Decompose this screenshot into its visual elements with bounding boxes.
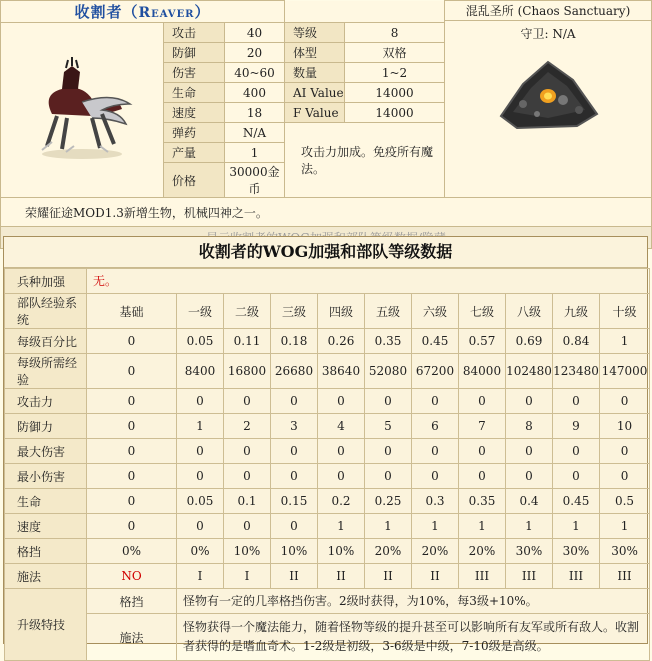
stat-label: 攻击	[164, 23, 225, 43]
stat-label: 等级	[285, 23, 345, 43]
table-cell: 52080	[365, 354, 412, 389]
table-cell: 38640	[318, 354, 365, 389]
stat-label: 数量	[285, 63, 345, 83]
stat-value: 双格	[345, 43, 445, 63]
dwelling-icon	[493, 54, 603, 134]
table-cell: 0	[600, 389, 650, 414]
table-cell: 0	[224, 514, 271, 539]
table-cell: 0.45	[412, 329, 459, 354]
creature-title: 收割者（Reaver）	[1, 1, 285, 23]
table-cell: 0.2	[318, 489, 365, 514]
table-cell: 0	[506, 389, 553, 414]
table-cell: NO	[87, 564, 177, 589]
table-row	[5, 514, 650, 539]
price-value: 30000金币	[225, 163, 285, 198]
table-cell: 123480	[553, 354, 600, 389]
header-cell: 一级	[177, 294, 224, 329]
table-row	[5, 354, 650, 389]
table-cell: 30%	[600, 539, 650, 564]
stat-label: AI Value	[285, 83, 345, 103]
stat-value: 40	[225, 23, 285, 43]
table-cell: 0	[553, 464, 600, 489]
ability-description: 攻击力加成。免疫所有魔法。	[285, 123, 445, 198]
table-cell: 10%	[224, 539, 271, 564]
stat-label: F Value	[285, 103, 345, 123]
table-cell: 67200	[412, 354, 459, 389]
table-row	[5, 439, 650, 464]
table-cell: 0.45	[553, 489, 600, 514]
stat-label: 防御	[164, 43, 225, 63]
table-cell: 0	[87, 514, 177, 539]
table-cell: 0	[412, 389, 459, 414]
table-cell: 0.15	[271, 489, 318, 514]
table-cell: 0.18	[271, 329, 318, 354]
skill-description: 怪物有一定的几率格挡伤害。2级时获得，为10%，每3级+10%。	[177, 589, 650, 614]
skill-name: 施法	[87, 614, 177, 661]
table-cell: 0	[600, 464, 650, 489]
creature-name-cn: 收割者	[74, 3, 123, 21]
table-cell: 0	[177, 464, 224, 489]
table-cell: 0	[318, 389, 365, 414]
stat-label: 生命	[164, 83, 225, 103]
table-cell: 0	[87, 464, 177, 489]
table-cell: II	[318, 564, 365, 589]
enhance-value: 无。	[87, 269, 650, 294]
table-cell: 0%	[87, 539, 177, 564]
table-cell: 0	[224, 439, 271, 464]
table-row	[5, 414, 650, 439]
table-cell: 147000	[600, 354, 650, 389]
table-cell: III	[600, 564, 650, 589]
table-cell: 0	[87, 414, 177, 439]
table-cell: 0	[271, 514, 318, 539]
table-cell: 0.26	[318, 329, 365, 354]
table-cell: 1	[459, 514, 506, 539]
table-cell: 1	[506, 514, 553, 539]
table-cell: 3	[271, 414, 318, 439]
table-cell: 0.3	[412, 489, 459, 514]
wog-data-rows	[5, 329, 650, 589]
skill-name: 格挡	[87, 589, 177, 614]
table-cell: 5	[365, 414, 412, 439]
stat-value: 400	[225, 83, 285, 103]
table-cell: 1	[600, 329, 650, 354]
table-row	[5, 389, 650, 414]
table-cell: 0	[506, 439, 553, 464]
wog-table	[4, 268, 650, 661]
upgrade-label: 升级特技	[5, 589, 87, 661]
table-cell: 0	[87, 489, 177, 514]
table-cell: III	[459, 564, 506, 589]
table-cell: 0.05	[177, 329, 224, 354]
stat-value: 20	[225, 43, 285, 63]
table-cell: 0.57	[459, 329, 506, 354]
table-cell: 0	[177, 514, 224, 539]
table-cell: 0	[600, 439, 650, 464]
table-cell: 0	[177, 389, 224, 414]
table-cell: 10%	[271, 539, 318, 564]
table-cell: 1	[412, 514, 459, 539]
table-cell: 0.35	[459, 489, 506, 514]
header-cell: 七级	[459, 294, 506, 329]
table-cell: II	[271, 564, 318, 589]
reaver-icon	[22, 54, 142, 164]
table-cell: 0	[459, 389, 506, 414]
ammo-value: N/A	[225, 123, 285, 143]
header-cell: 五级	[365, 294, 412, 329]
guard-info: 守卫: N/A	[520, 26, 576, 41]
table-cell: 84000	[459, 354, 506, 389]
row-label: 施法	[5, 564, 87, 589]
table-cell: 0	[177, 439, 224, 464]
table-cell: I	[224, 564, 271, 589]
stat-label: 速度	[164, 103, 225, 123]
table-cell: 6	[412, 414, 459, 439]
table-cell: 10%	[318, 539, 365, 564]
row-label: 最大伤害	[5, 439, 87, 464]
table-cell: 2	[224, 414, 271, 439]
table-cell: 1	[318, 514, 365, 539]
table-cell: 20%	[365, 539, 412, 564]
header-cell: 六级	[412, 294, 459, 329]
table-cell: 26680	[271, 354, 318, 389]
stat-value: 18	[225, 103, 285, 123]
table-cell: 0.25	[365, 489, 412, 514]
table-cell: 10	[600, 414, 650, 439]
stat-value: 14000	[345, 103, 445, 123]
table-cell: 0.05	[177, 489, 224, 514]
table-cell: 9	[553, 414, 600, 439]
wog-title: 收割者的WOG加强和部队等级数据	[4, 237, 647, 268]
table-cell: II	[412, 564, 459, 589]
stat-value: 1~2	[345, 63, 445, 83]
table-cell: 0	[459, 439, 506, 464]
dwelling-panel	[445, 1, 652, 198]
header-cell: 八级	[506, 294, 553, 329]
row-label: 攻击力	[5, 389, 87, 414]
stat-label: 伤害	[164, 63, 225, 83]
table-cell: 0	[271, 439, 318, 464]
row-label: 格挡	[5, 539, 87, 564]
table-cell: 1	[553, 514, 600, 539]
table-cell: 0	[87, 329, 177, 354]
enhance-label: 兵种加强	[5, 269, 87, 294]
table-row	[5, 329, 650, 354]
table-cell: 7	[459, 414, 506, 439]
table-cell: 0	[365, 439, 412, 464]
stat-value: 8	[345, 23, 445, 43]
table-cell: III	[506, 564, 553, 589]
creature-info-table	[0, 0, 652, 249]
table-row	[5, 564, 650, 589]
table-cell: 0.35	[365, 329, 412, 354]
row-label: 每级百分比	[5, 329, 87, 354]
table-cell: 0	[224, 464, 271, 489]
table-cell: 20%	[412, 539, 459, 564]
table-cell: 8400	[177, 354, 224, 389]
table-row	[5, 539, 650, 564]
header-cell: 十级	[600, 294, 650, 329]
creature-name-en: Reaver	[138, 5, 195, 21]
stat-value: 40~60	[225, 63, 285, 83]
table-cell: 0.11	[224, 329, 271, 354]
table-cell: 30%	[553, 539, 600, 564]
header-cell: 二级	[224, 294, 271, 329]
table-cell: 0	[224, 389, 271, 414]
table-cell: 30%	[506, 539, 553, 564]
creature-image[interactable]	[1, 23, 164, 198]
skill-description: 怪物获得一个魔法能力，随着怪物等级的提升甚至可以影响所有友军或所有敌人。收割者获得的是嗜血奇术。1-2级是初级，3-6级是中级，7-10级是高级。	[177, 614, 650, 661]
table-cell: III	[553, 564, 600, 589]
table-cell: 1	[365, 514, 412, 539]
table-cell: 4	[318, 414, 365, 439]
row-label: 最小伤害	[5, 464, 87, 489]
table-cell: 0	[318, 439, 365, 464]
table-cell: 8	[506, 414, 553, 439]
table-cell: 0	[553, 439, 600, 464]
row-label: 每级所需经验	[5, 354, 87, 389]
growth-value: 1	[225, 143, 285, 163]
table-cell: 0	[506, 464, 553, 489]
header-cell: 部队经验系统	[5, 294, 87, 329]
dwelling-image[interactable]	[445, 45, 651, 145]
row-label: 速度	[5, 514, 87, 539]
table-cell: 0	[318, 464, 365, 489]
table-cell: 0	[553, 389, 600, 414]
table-cell: 0.4	[506, 489, 553, 514]
table-cell: 0	[87, 354, 177, 389]
table-cell: 0	[412, 464, 459, 489]
table-cell: 16800	[224, 354, 271, 389]
table-row	[5, 489, 650, 514]
table-cell: 0	[459, 464, 506, 489]
table-cell: II	[365, 564, 412, 589]
table-cell: 1	[600, 514, 650, 539]
table-cell: 0.1	[224, 489, 271, 514]
table-cell: 0	[365, 464, 412, 489]
row-label: 生命	[5, 489, 87, 514]
table-cell: 0	[87, 439, 177, 464]
stat-value: 14000	[345, 83, 445, 103]
row-label: 防御力	[5, 414, 87, 439]
table-cell: 0.5	[600, 489, 650, 514]
header-cell: 三级	[271, 294, 318, 329]
table-cell: 102480	[506, 354, 553, 389]
table-cell: 0	[412, 439, 459, 464]
header-cell: 四级	[318, 294, 365, 329]
growth-label: 产量	[164, 143, 225, 163]
table-cell: 0.84	[553, 329, 600, 354]
table-cell: I	[177, 564, 224, 589]
dwelling-name[interactable]: 混乱圣所 (Chaos Sanctuary)	[445, 1, 651, 21]
creature-note: 荣耀征途MOD1.3新增生物，机械四神之一。	[1, 198, 652, 227]
header-cell: 基础	[87, 294, 177, 329]
table-row	[5, 464, 650, 489]
table-cell: 1	[177, 414, 224, 439]
table-cell: 0	[271, 464, 318, 489]
ammo-label: 弹药	[164, 123, 225, 143]
price-label: 价格	[164, 163, 225, 198]
table-cell: 0	[87, 389, 177, 414]
table-cell: 0.69	[506, 329, 553, 354]
table-cell: 20%	[459, 539, 506, 564]
wog-panel	[3, 236, 648, 653]
level-header-row	[5, 294, 650, 329]
table-cell: 0%	[177, 539, 224, 564]
table-cell: 0	[271, 389, 318, 414]
table-cell: 0	[365, 389, 412, 414]
header-cell: 九级	[553, 294, 600, 329]
stat-label: 体型	[285, 43, 345, 63]
